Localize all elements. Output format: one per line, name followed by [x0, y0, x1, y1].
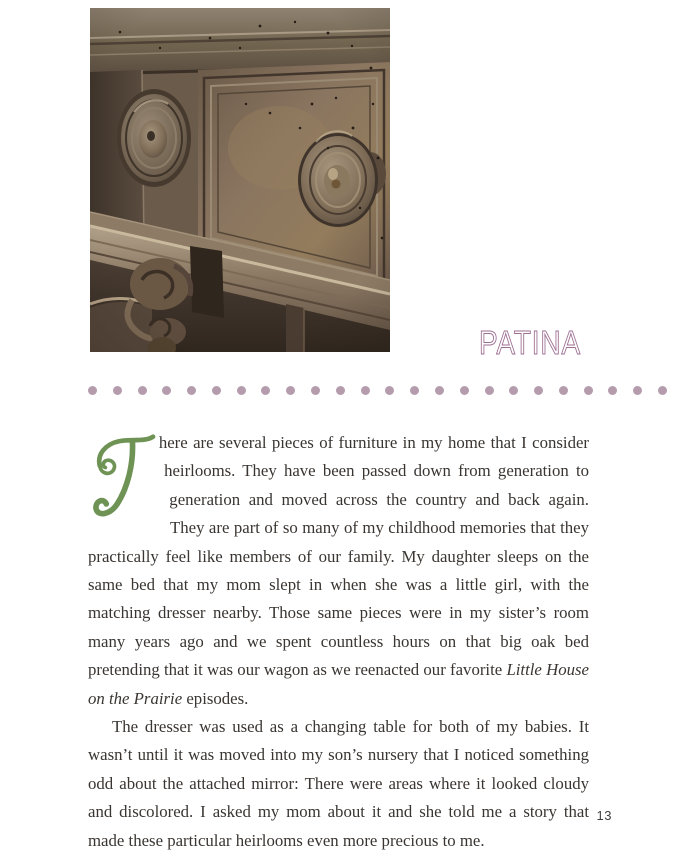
divider-dot — [261, 386, 270, 395]
paragraph-1-end: episodes. — [182, 688, 249, 708]
page-number: 13 — [596, 808, 612, 823]
dresser-illustration — [90, 8, 390, 352]
divider-dot — [187, 386, 196, 395]
divider-dot — [361, 386, 370, 395]
paragraph-1 — [88, 429, 589, 713]
divider-dot — [534, 386, 543, 395]
dotted-divider — [88, 385, 667, 395]
divider-dot — [608, 386, 617, 395]
divider-dot — [559, 386, 568, 395]
divider-dot — [138, 386, 147, 395]
divider-dot — [286, 386, 295, 395]
divider-dot — [311, 386, 320, 395]
divider-dot — [435, 386, 444, 395]
divider-dot — [658, 386, 667, 395]
drop-cap-letter — [88, 432, 162, 518]
divider-dot — [237, 386, 246, 395]
book-title-italic: Little House on the Prairie — [88, 660, 589, 708]
paragraph-1-text: here are several pieces of furniture in my home that I consider heirlooms. They have been passed down from generation to generation and moved across the country and back again. They are part of so many of my childhood memories that they practically feel like members of our family. My daughter sleeps on the same bed that my mom slept in when she was a little girl, with the matching dresser nearby. Those same pieces were in my sister’s room many years ago and we spent countless hours on that big oak bed pretending that it was our wagon as we reenacted our favorite — [88, 433, 589, 680]
divider-dot — [410, 386, 419, 395]
divider-dot — [113, 386, 122, 395]
chapter-body — [88, 429, 589, 855]
divider-dot — [485, 386, 494, 395]
drop-cap-swash — [88, 432, 162, 518]
chapter-title-text: PATINA — [479, 324, 581, 361]
divider-dot — [509, 386, 518, 395]
divider-dot — [385, 386, 394, 395]
paragraph-2: The dresser was used as a changing table for both of my babies. It wasn’t until it was moved into my son’s nursery that I noticed something odd about the attached mirror: There were areas where it looked cloudy and discolored. I asked my mom about it and she told me a story that made these particular heirlooms even more precious to me. — [88, 717, 589, 850]
divider-dot — [212, 386, 221, 395]
divider-dot — [88, 386, 97, 395]
divider-dot — [336, 386, 345, 395]
chapter-title — [476, 326, 584, 362]
divider-dot — [162, 386, 171, 395]
divider-dot — [460, 386, 469, 395]
divider-dot — [633, 386, 642, 395]
divider-dot — [584, 386, 593, 395]
chapter-photo — [90, 8, 390, 352]
